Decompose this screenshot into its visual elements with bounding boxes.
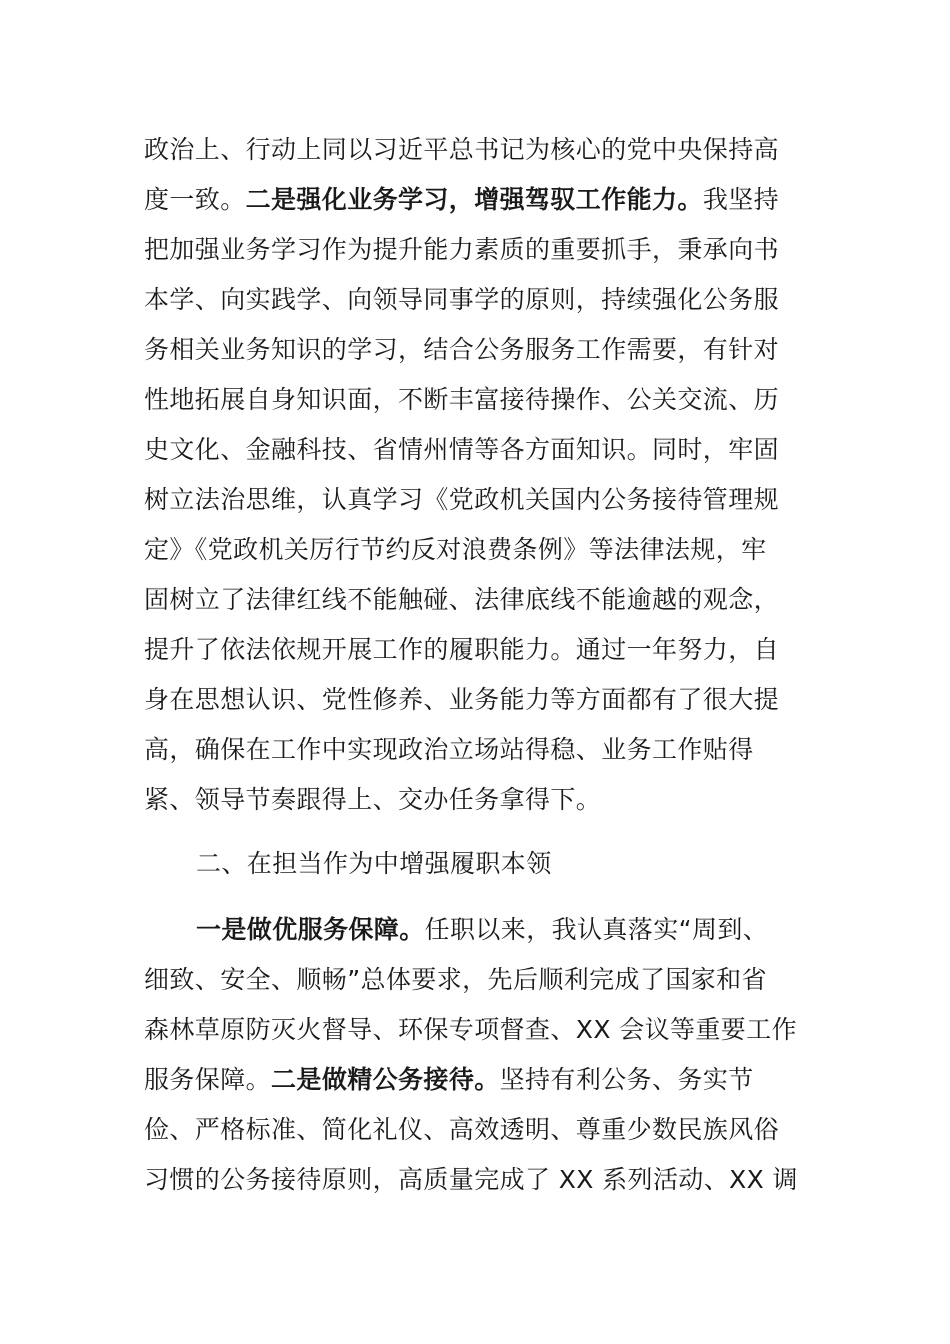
paragraph2-line-3: [144, 1005, 797, 1055]
text-run: 高，确保在工作中实现政治立场站得稳、业务工作贴得: [144, 735, 754, 764]
paragraph1-line-4: [144, 275, 779, 325]
text-run: 细致、安全、顺畅”总体要求，先后顺利完成了国家和省: [144, 965, 767, 994]
text-run: 任职以来，我认真落实“周到、: [424, 915, 769, 944]
paragraph1-line-6: [144, 375, 779, 425]
paragraph1-line-3: [144, 225, 779, 275]
paragraph1-line-11: [144, 625, 779, 675]
paragraph2-line-2: [144, 955, 767, 1005]
bold-text-run: 二是强化业务学习，增强驾驭工作能力。: [245, 185, 703, 214]
text-run: 度一致。: [144, 185, 246, 214]
text-run: 习惯的公务接待原则，高质量完成了 XX 系列活动、XX 调: [144, 1165, 798, 1194]
paragraph1-line-2: [144, 175, 779, 225]
paragraph2-line-1: [196, 905, 768, 955]
text-run: 政治上、行动上同以习近平总书记为核心的党中央保持高: [144, 135, 780, 164]
text-run: 服务保障。: [144, 1065, 272, 1094]
text-run: 我坚持: [702, 185, 780, 214]
paragraph1-line-13: [144, 725, 754, 775]
text-run: 史文化、金融科技、省情州情等各方面知识。同时，牢固: [144, 435, 780, 464]
text-run: 森林草原防灭火督导、环保专项督查、XX 会议等重要工作: [144, 1015, 798, 1044]
section-heading: 二、在担当作为中增强履职本领: [196, 849, 552, 878]
text-run: 俭、严格标准、简化礼仪、高效透明、尊重少数民族风俗: [144, 1115, 780, 1144]
paragraph1-line-10: [144, 575, 779, 625]
text-run: 坚持有利公务、务实节: [499, 1065, 754, 1094]
bold-text-run: 一是做优服务保障。: [196, 915, 425, 944]
paragraph1-line-1: [144, 125, 779, 175]
paragraph1-line-12: [144, 675, 779, 725]
paragraph1-line-5: [144, 325, 779, 375]
text-run: 提升了依法依规开展工作的履职能力。通过一年努力，自: [144, 635, 780, 664]
text-run: 性地拓展自身知识面，不断丰富接待操作、公关交流、历: [144, 385, 780, 414]
text-run: 紧、领导节奏跟得上、交办任务拿得下。: [144, 785, 602, 814]
text-run: 固树立了法律红线不能触碰、法律底线不能逾越的观念，: [144, 585, 780, 614]
paragraph1-line-9: [144, 525, 767, 575]
text-run: 把加强业务学习作为提升能力素质的重要抓手，秉承向书: [144, 235, 780, 264]
paragraph2-line-5: [144, 1105, 779, 1155]
paragraph2-line-6: [144, 1155, 798, 1205]
paragraph2-line-4: [144, 1055, 754, 1105]
paragraph1-line-7: [144, 425, 779, 475]
paragraph1-line-8: [144, 475, 779, 525]
text-run: 本学、向实践学、向领导同事学的原则，持续强化公务服: [144, 285, 780, 314]
text-run: 树立法治思维，认真学习《党政机关国内公务接待管理规: [144, 485, 780, 514]
text-run: 定》《党政机关厉行节约反对浪费条例》等法律法规，牢: [144, 535, 767, 564]
text-run: 务相关业务知识的学习，结合公务服务工作需要，有针对: [144, 335, 780, 364]
bold-text-run: 二是做精公务接待。: [271, 1065, 500, 1094]
paragraph1-line-14: [144, 775, 601, 825]
text-run: 身在思想认识、党性修养、业务能力等方面都有了很大提: [144, 685, 780, 714]
